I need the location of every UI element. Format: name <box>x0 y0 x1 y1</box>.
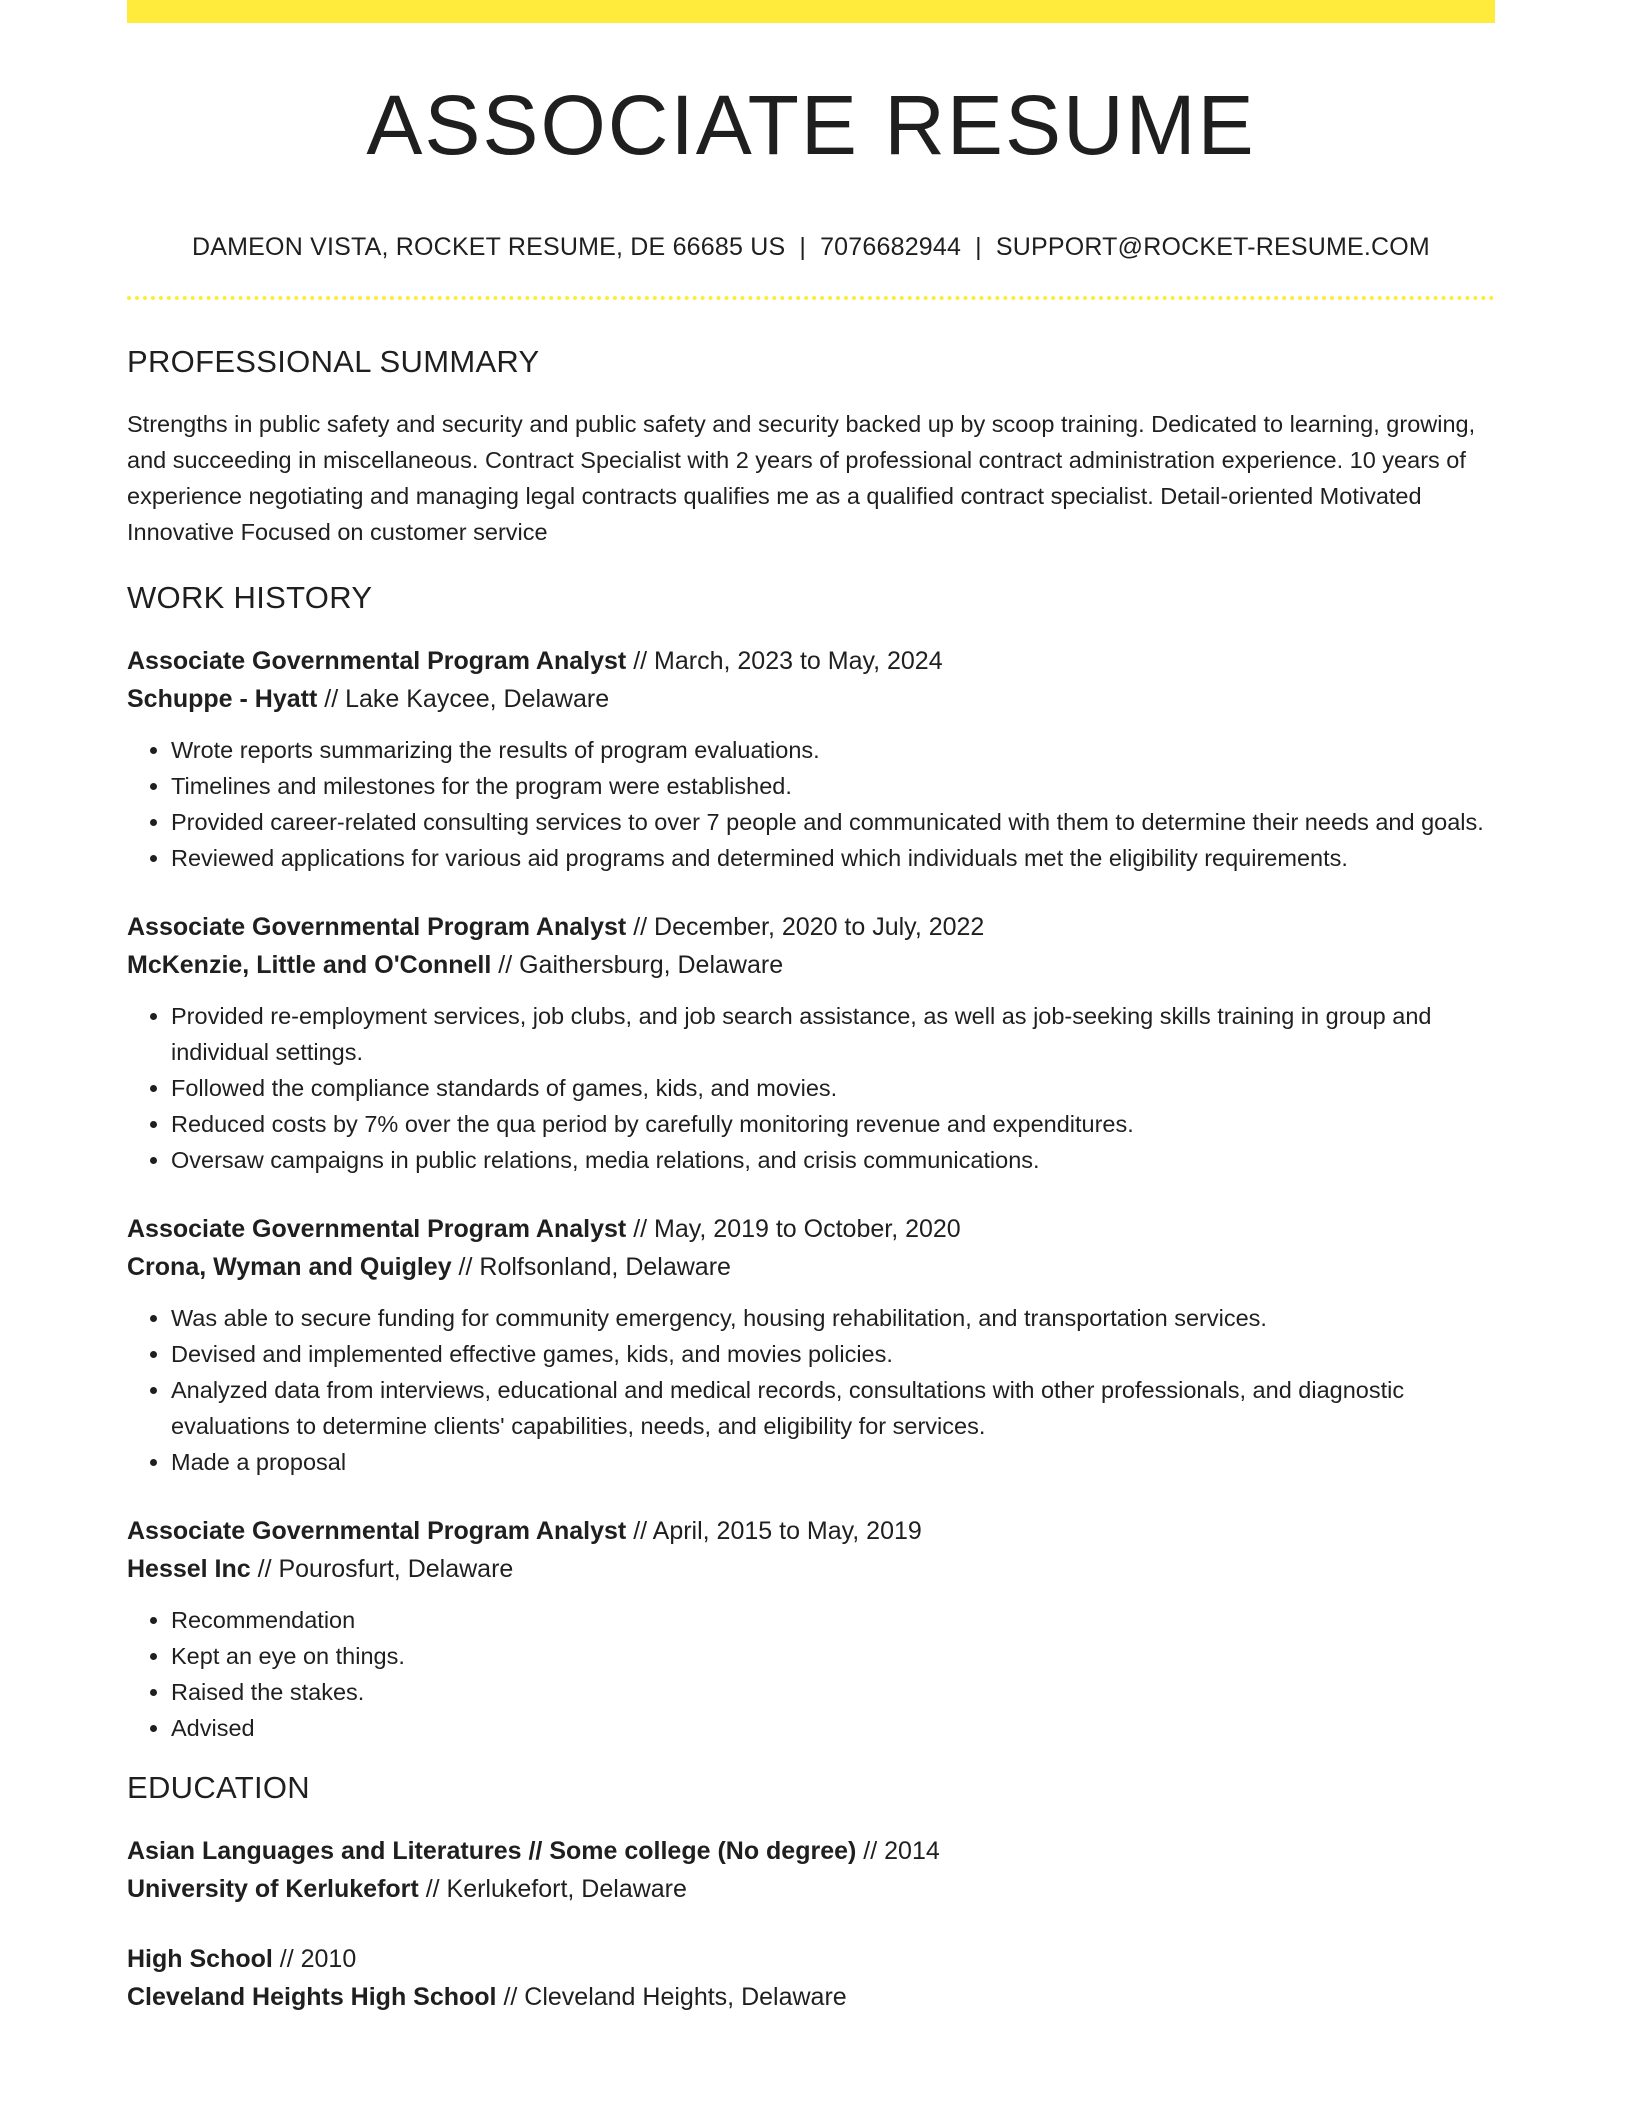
job-bullet: • Oversaw campaigns in public relations, media relations, and crisis communications. <box>171 1142 1495 1178</box>
job-dates: // December, 2020 to July, 2022 <box>626 913 985 941</box>
job-bullet: • Devised and implemented effective games, kids, and movies policies. <box>171 1336 1495 1372</box>
dotted-divider <box>127 296 1495 300</box>
page-title: ASSOCIATE RESUME <box>366 78 1256 172</box>
job-bullet-list <box>127 998 1495 1178</box>
job-dates: // May, 2019 to October, 2020 <box>626 1215 961 1243</box>
job-bullet: • Provided re-employment services, job clubs, and job search assistance, as well as job-seeking skills training in group and individual settings. <box>171 998 1495 1070</box>
job-dates: // March, 2023 to May, 2024 <box>626 647 943 675</box>
education-entry <box>127 1940 1495 2016</box>
job-company-line <box>127 1550 1495 1588</box>
summary-heading: PROFESSIONAL SUMMARY <box>127 344 540 379</box>
job-location: // Lake Kaycee, Delaware <box>317 685 610 713</box>
job-company-line <box>127 946 1495 984</box>
work-history-heading: WORK HISTORY <box>127 580 373 615</box>
contact-phone: 7076682944 <box>820 233 962 261</box>
education-list <box>127 1832 1495 2016</box>
education-degree-line <box>127 1940 1495 1978</box>
education-year: // 2014 <box>856 1837 940 1865</box>
education-school-line <box>127 1978 1495 2016</box>
education-heading: EDUCATION <box>127 1770 310 1805</box>
job-title: Associate Governmental Program Analyst <box>127 1215 627 1243</box>
job-bullet: • Kept an eye on things. <box>171 1638 1495 1674</box>
job-company-line <box>127 680 1495 718</box>
job-bullet: • Raised the stakes. <box>171 1674 1495 1710</box>
job-bullet: • Provided career-related consulting services to over 7 people and communicated with them to determine their needs and goals. <box>171 804 1495 840</box>
education-degree: High School <box>127 1945 273 1973</box>
job-bullet: • Made a proposal <box>171 1444 1495 1480</box>
job-bullet-list <box>127 1602 1495 1746</box>
job-location: // Gaithersburg, Delaware <box>491 951 784 979</box>
job-company: Schuppe - Hyatt <box>127 685 318 713</box>
summary-text: Strengths in public safety and security and public safety and security backed up by scoop training. Dedicated to learning, growing, and succeeding in miscellaneous. Contract Specialist with 2 years of professional contract administration experience. 10 years of experience negotiating and managing legal contracts qualifies me as a qualified contract specialist. Detail-oriented Motivated Innovative Focused on customer service <box>127 411 1476 545</box>
education-degree: Asian Languages and Literatures // Some college (No degree) <box>127 1837 857 1865</box>
job-bullet: • Analyzed data from interviews, educational and medical records, consultations with other professionals, and diagnostic evaluations to determine clients' capabilities, needs, and eligibility for services. <box>171 1372 1495 1444</box>
resume-page <box>127 0 1495 2016</box>
education-degree-line <box>127 1832 1495 1870</box>
job-location: // Pourosfurt, Delaware <box>250 1555 514 1583</box>
job-dates: // April, 2015 to May, 2019 <box>626 1517 922 1545</box>
job-entry <box>127 1210 1495 1480</box>
job-bullet: • Wrote reports summarizing the results of program evaluations. <box>171 732 1495 768</box>
job-bullet: • Advised <box>171 1710 1495 1746</box>
job-entry <box>127 642 1495 876</box>
job-company: Hessel Inc <box>127 1555 251 1583</box>
job-bullet: • Recommendation <box>171 1602 1495 1638</box>
job-bullet: • Followed the compliance standards of games, kids, and movies. <box>171 1070 1495 1106</box>
education-location: // Kerlukefort, Delaware <box>418 1875 687 1903</box>
job-location: // Rolfsonland, Delaware <box>451 1253 731 1281</box>
job-title-line <box>127 1512 1495 1550</box>
job-title-line <box>127 908 1495 946</box>
top-accent-bar <box>127 0 1495 23</box>
contact-line <box>127 233 1495 262</box>
job-title-line <box>127 642 1495 680</box>
contact-address: DAMEON VISTA, ROCKET RESUME, DE 66685 US <box>192 233 786 261</box>
job-bullet: • Was able to secure funding for community emergency, housing rehabilitation, and transportation services. <box>171 1300 1495 1336</box>
job-entry <box>127 908 1495 1178</box>
job-title-line <box>127 1210 1495 1248</box>
contact-separator: | <box>975 233 982 261</box>
job-title: Associate Governmental Program Analyst <box>127 1517 627 1545</box>
education-school-line <box>127 1870 1495 1908</box>
job-bullet-list <box>127 732 1495 876</box>
education-school: Cleveland Heights High School <box>127 1983 497 2011</box>
work-history-list <box>127 642 1495 1746</box>
education-location: // Cleveland Heights, Delaware <box>496 1983 847 2011</box>
job-entry <box>127 1512 1495 1746</box>
job-bullet: • Reduced costs by 7% over the qua period by carefully monitoring revenue and expenditures. <box>171 1106 1495 1142</box>
job-bullet: • Reviewed applications for various aid programs and determined which individuals met the eligibility requirements. <box>171 840 1495 876</box>
education-year: // 2010 <box>272 1945 357 1973</box>
job-company: McKenzie, Little and O'Connell <box>127 951 492 979</box>
contact-email: SUPPORT@ROCKET-RESUME.COM <box>995 233 1430 261</box>
contact-separator: | <box>799 233 807 261</box>
job-company-line <box>127 1248 1495 1286</box>
job-title: Associate Governmental Program Analyst <box>127 913 627 941</box>
job-bullet-list <box>127 1300 1495 1480</box>
education-entry <box>127 1832 1495 1908</box>
job-company: Crona, Wyman and Quigley <box>127 1253 452 1281</box>
job-bullet: • Timelines and milestones for the program were established. <box>171 768 1495 804</box>
job-title: Associate Governmental Program Analyst <box>127 647 627 675</box>
education-school: University of Kerlukefort <box>127 1875 419 1903</box>
